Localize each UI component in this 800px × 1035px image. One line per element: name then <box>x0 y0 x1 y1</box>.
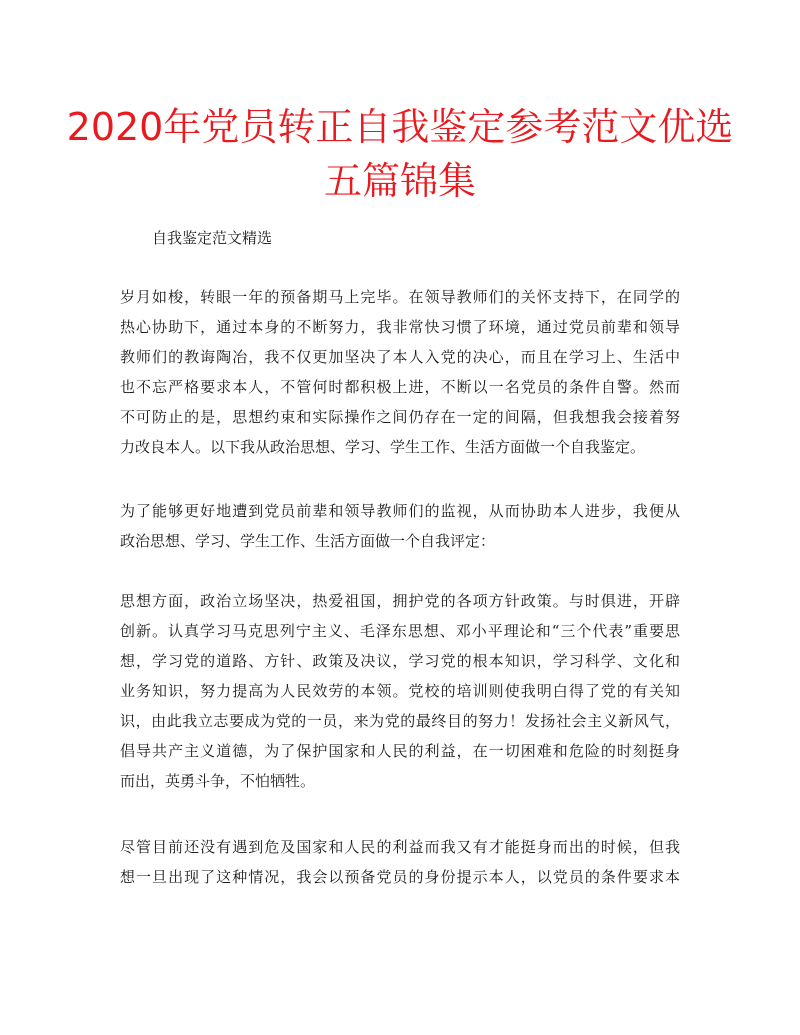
paragraph-line: 思想方面，政治立场坚决，热爱祖国，拥护党的各项方针政策。与时俱进，开辟 <box>120 592 680 610</box>
document-title: 2020年党员转正自我鉴定参考范文优选五篇锦集 <box>66 105 734 203</box>
paragraph-line: 尽管目前还没有遇到危及国家和人民的利益而我又有才能挺身而出的时候，但我 <box>120 838 680 856</box>
paragraph-line: 想，学习党的道路、方针、政策及决议，学习党的根本知识，学习科学、文化和 <box>120 652 680 670</box>
paragraph-line: 力改良本人。以下我从政治思想、学习、学生工作、生活方面做一个自我鉴定。 <box>120 438 646 456</box>
paragraph-line: 也不忘严格要求本人，不管何时都积极上进，不断以一名党员的条件自警。然而 <box>120 378 680 396</box>
paragraph-line: 热心协助下，通过本身的不断努力，我非常快习惯了环境，通过党员前辈和领导 <box>120 318 680 336</box>
paragraph-line: 想一旦出现了这种情况，我会以预备党员的身份提示本人，以党员的条件要求本 <box>120 868 680 886</box>
paragraph-line: 教师们的教诲陶冶，我不仅更加坚决了本人入党的决心，而且在学习上、生活中 <box>120 348 680 366</box>
paragraph-2 <box>120 496 680 556</box>
paragraph-line: 创新。认真学习马克思列宁主义、毛泽东思想、邓小平理论和“三个代表”重要思 <box>120 622 680 640</box>
paragraph-line: 政治思想、学习、学生工作、生活方面做一个自我评定： <box>120 532 496 550</box>
document-subtitle: 自我鉴定范文精选 <box>152 229 273 247</box>
paragraph-line: 业务知识，努力提高为人民效劳的本领。党校的培训则使我明白得了党的有关知 <box>120 682 680 700</box>
paragraph-line: 不可防止的是，思想约束和实际操作之间仍存在一定的间隔，但我想我会接着努 <box>120 408 680 426</box>
paragraph-line: 为了能够更好地遭到党员前辈和领导教师们的监视，从而协助本人进步，我便从 <box>120 502 680 520</box>
paragraph-line: 而出，英勇斗争，不怕牺牲。 <box>120 772 316 790</box>
paragraph-1 <box>120 282 680 462</box>
paragraph-4 <box>120 832 680 892</box>
paragraph-line: 倡导共产主义道德，为了保护国家和人民的利益，在一切困难和危险的时刻挺身 <box>120 742 680 760</box>
paragraph-line: 岁月如梭，转眼一年的预备期马上完毕。在领导教师们的关怀支持下，在同学的 <box>120 288 680 306</box>
paragraph-3 <box>120 586 680 796</box>
paragraph-line: 识，由此我立志要成为党的一员，来为党的最终目的努力！发扬社会主义新风气， <box>120 712 680 730</box>
